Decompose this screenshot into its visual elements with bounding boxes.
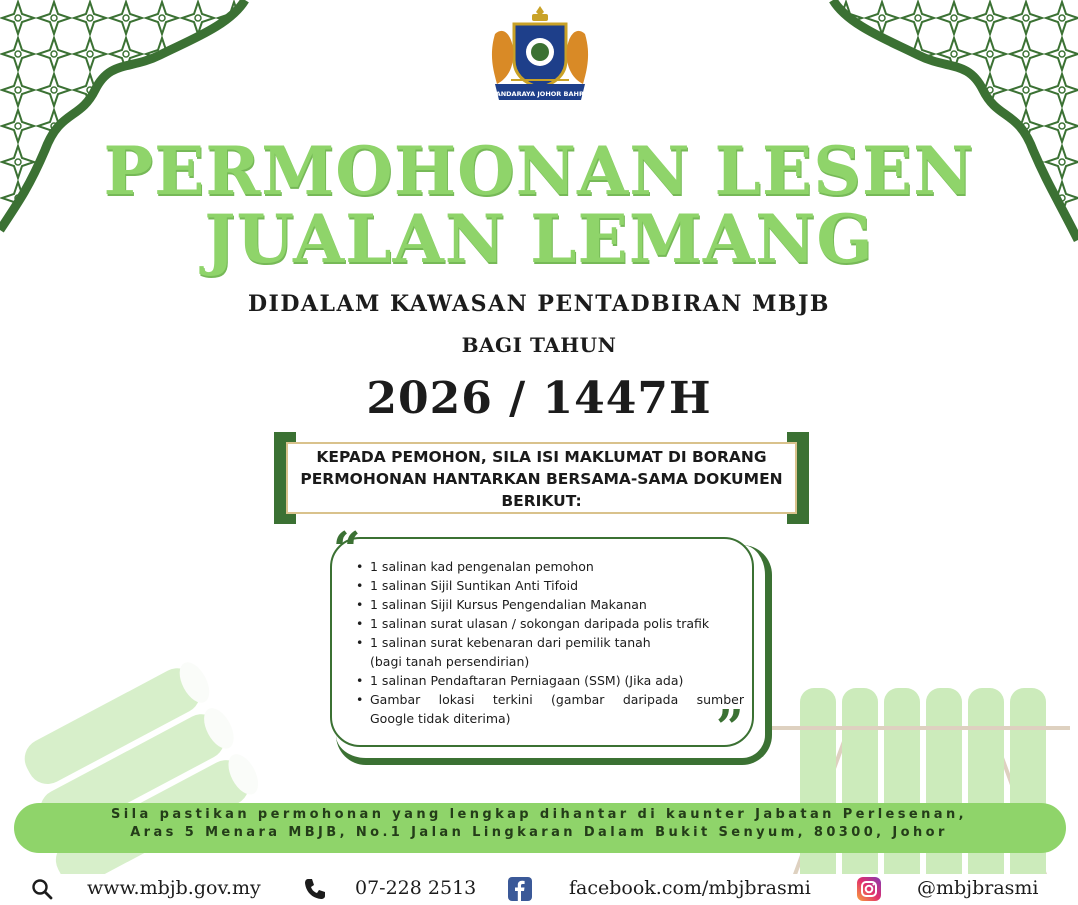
main-title-line-1: PERMOHONAN LESEN (103, 132, 975, 210)
notice-box (274, 432, 809, 524)
search-icon (30, 877, 54, 901)
list-item (352, 690, 744, 728)
phone-icon (303, 877, 327, 901)
list-item-continuation: Google tidak diterima) (370, 711, 511, 726)
instagram-link[interactable]: @mbjbrasmi (917, 877, 1039, 899)
notice-line-2: PERMOHONAN HANTARKAN BERSAMA-SAMA DOKUMEN (300, 470, 783, 488)
instagram-icon (857, 877, 881, 901)
notice-line-3: BERIKUT: (501, 492, 582, 510)
main-title-line-2: JUALAN LEMANG (204, 200, 874, 278)
year-heading: 2026 / 1447H (366, 373, 712, 424)
list-item-text: • Gambar lokasi terkini (gambar daripada sumber (370, 692, 744, 707)
list-item: • 1 salinan Sijil Kursus Pengendalian Makanan (352, 595, 744, 614)
banner-line-2: Aras 5 Menara MBJB, No.1 Jalan Lingkaran Dalam Bukit Senyum, 80300, Johor (130, 825, 948, 840)
facebook-icon (508, 877, 532, 901)
list-item: • 1 salinan surat ulasan / sokongan daripada polis trafik (352, 614, 744, 633)
phone-number: 07-228 2513 (355, 877, 477, 899)
notice-text (296, 446, 787, 512)
list-item: • 1 salinan Sijil Suntikan Anti Tifoid (352, 576, 744, 595)
close-quote-mark: ” (716, 700, 744, 756)
subtitle-year-label: BAGI TAHUN (461, 333, 617, 357)
mbjb-crest-logo (481, 4, 599, 108)
subtitle-area: DIDALAM KAWASAN PENTADBIRAN MBJB (247, 291, 831, 317)
list-item: • 1 salinan Pendaftaran Perniagaan (SSM) (Jika ada) (352, 671, 744, 690)
list-item-continuation: (bagi tanah persendirian) (370, 654, 530, 669)
required-documents-list (352, 557, 744, 728)
svg-text:BANDARAYA JOHOR BAHRU: BANDARAYA JOHOR BAHRU (490, 90, 590, 98)
website-link[interactable]: www.mbjb.gov.my (87, 877, 261, 899)
lemang-illustration-right (770, 668, 1070, 888)
banner-line-1: Sila pastikan permohonan yang lengkap dihantar di kaunter Jabatan Perlesenan, (111, 807, 967, 822)
list-item-text: • 1 salinan surat kebenaran dari pemilik tanah (370, 635, 651, 650)
list-item: • 1 salinan kad pengenalan pemohon (352, 557, 744, 576)
open-quote-mark: “ (333, 522, 361, 578)
list-item (352, 633, 744, 671)
facebook-link[interactable]: facebook.com/mbjbrasmi (569, 877, 811, 899)
notice-line-1: KEPADA PEMOHON, SILA ISI MAKLUMAT DI BORANG (316, 448, 767, 466)
